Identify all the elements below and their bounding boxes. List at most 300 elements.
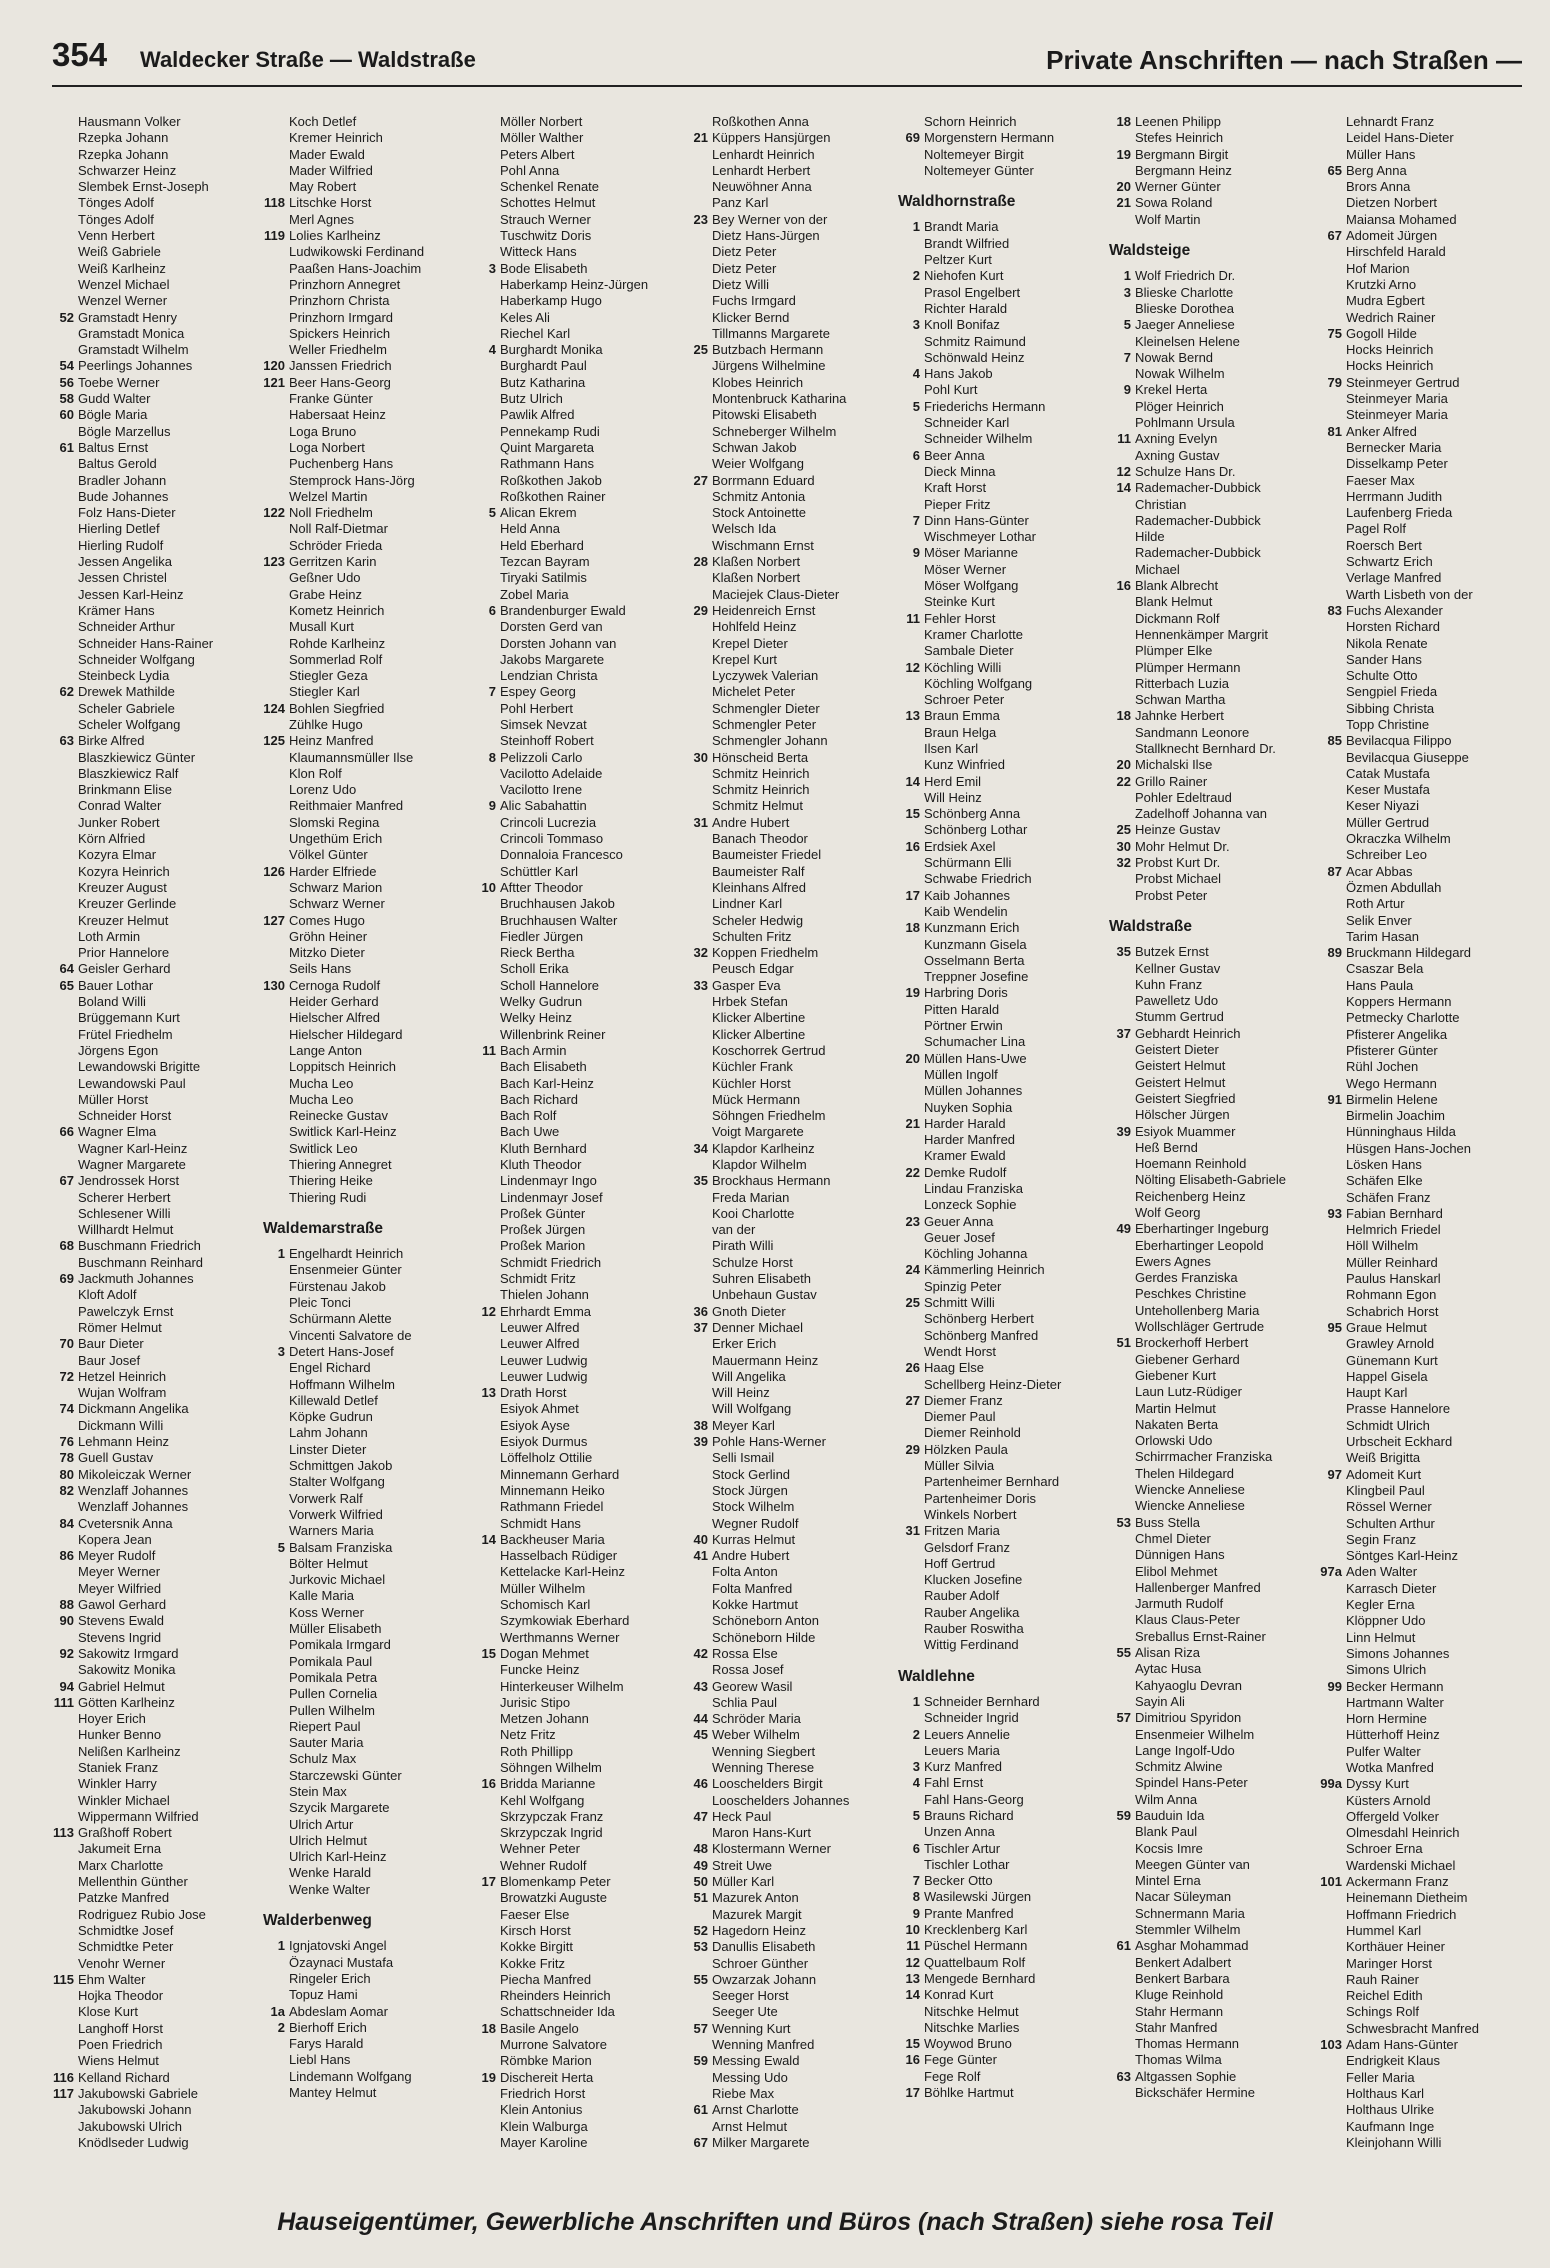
resident-entry bbox=[1320, 1907, 1535, 1923]
resident-entry bbox=[263, 1190, 478, 1206]
resident-entry bbox=[52, 228, 267, 244]
resident-name: Harder Manfred bbox=[924, 1132, 1016, 1148]
resident-entry bbox=[474, 733, 689, 749]
resident-entry bbox=[263, 1157, 478, 1173]
resident-entry bbox=[474, 798, 689, 814]
resident-entry bbox=[474, 440, 689, 456]
resident-entry bbox=[1109, 2020, 1324, 2036]
resident-name: Klein Antonius bbox=[500, 2102, 583, 2118]
resident-entry bbox=[52, 1972, 267, 1988]
resident-entry bbox=[263, 1295, 478, 1311]
resident-name: Untehollenberg Maria bbox=[1135, 1302, 1260, 1318]
resident-entry bbox=[686, 1434, 901, 1450]
resident-entry bbox=[263, 261, 478, 277]
resident-name: Rademacher-Dubbick bbox=[1135, 512, 1261, 528]
resident-entry bbox=[1320, 1141, 1535, 1157]
resident-name: Heider Gerhard bbox=[289, 994, 379, 1010]
resident-entry bbox=[1109, 1596, 1324, 1612]
house-number: 30 bbox=[1116, 838, 1131, 854]
resident-name: Peerlings Johannes bbox=[78, 358, 193, 374]
resident-name: Brüggemann Kurt bbox=[78, 1010, 180, 1026]
resident-name: Bölter Helmut bbox=[289, 1555, 368, 1571]
resident-entry bbox=[898, 676, 1113, 692]
resident-entry bbox=[1320, 212, 1535, 228]
resident-name: Venn Herbert bbox=[78, 228, 155, 244]
resident-entry bbox=[686, 913, 901, 929]
resident-name: Keser Mustafa bbox=[1346, 782, 1430, 798]
resident-name: Owzarzak Johann bbox=[712, 1971, 817, 1987]
resident-entry bbox=[474, 1287, 689, 1303]
resident-entry bbox=[1109, 692, 1324, 708]
resident-entry bbox=[474, 424, 689, 440]
resident-entry bbox=[1320, 1597, 1535, 1613]
resident-entry bbox=[686, 1597, 901, 1613]
house-number: 117 bbox=[53, 2085, 74, 2101]
resident-entry bbox=[1320, 310, 1535, 326]
resident-entry bbox=[686, 1336, 901, 1352]
resident-entry bbox=[52, 750, 267, 766]
resident-name: Meyer Karl bbox=[712, 1417, 775, 1433]
resident-name: Leuwer Ludwig bbox=[500, 1352, 588, 1368]
resident-entry bbox=[1109, 1009, 1324, 1025]
street-heading: Walderbenweg bbox=[263, 1912, 372, 1930]
resident-entry bbox=[1320, 2119, 1535, 2135]
resident-entry bbox=[1109, 1205, 1324, 1221]
resident-name: Schmengler Peter bbox=[712, 716, 817, 732]
resident-entry bbox=[52, 1662, 267, 1678]
resident-name: Stevens Ewald bbox=[78, 1613, 164, 1629]
resident-name: Thomas Wilma bbox=[1135, 2052, 1222, 2068]
resident-entry bbox=[52, 2086, 267, 2102]
resident-entry bbox=[686, 1124, 901, 1140]
resident-entry bbox=[686, 440, 901, 456]
resident-name: Hünninghaus Hilda bbox=[1346, 1124, 1456, 1140]
resident-entry bbox=[474, 1907, 689, 1923]
resident-name: Schulze Hans Dr. bbox=[1135, 463, 1236, 479]
resident-entry bbox=[686, 244, 901, 260]
resident-entry bbox=[52, 179, 267, 195]
resident-entry bbox=[263, 1409, 478, 1425]
resident-entry bbox=[52, 1874, 267, 1890]
resident-entry bbox=[474, 1238, 689, 1254]
resident-name: Rauh Rainer bbox=[1346, 1971, 1419, 1987]
resident-entry bbox=[1109, 1352, 1324, 1368]
resident-name: Maron Hans-Kurt bbox=[712, 1825, 811, 1841]
resident-entry bbox=[1320, 326, 1535, 342]
resident-name: Maringer Horst bbox=[1346, 1955, 1432, 1971]
resident-entry bbox=[1109, 1156, 1324, 1172]
resident-entry bbox=[1109, 961, 1324, 977]
resident-entry bbox=[474, 179, 689, 195]
house-number: 8 bbox=[912, 1889, 920, 1905]
house-number: 5 bbox=[912, 1807, 920, 1823]
resident-entry bbox=[263, 701, 478, 717]
resident-name: Rademacher-Dubbick bbox=[1135, 480, 1261, 496]
resident-entry bbox=[1109, 725, 1324, 741]
resident-entry bbox=[898, 1197, 1113, 1213]
resident-name: Hans Jakob bbox=[924, 366, 993, 382]
house-number: 127 bbox=[263, 912, 285, 928]
resident-entry bbox=[898, 1727, 1113, 1743]
resident-name: Engel Richard bbox=[289, 1360, 371, 1376]
resident-entry bbox=[1109, 497, 1324, 513]
resident-name: Mucha Leo bbox=[289, 1091, 354, 1107]
resident-entry bbox=[1109, 448, 1324, 464]
resident-name: Held Anna bbox=[500, 521, 560, 537]
resident-entry bbox=[52, 1076, 267, 1092]
resident-name: Esiyok Ayse bbox=[500, 1417, 570, 1433]
resident-entry bbox=[898, 1051, 1113, 1067]
house-number: 12 bbox=[481, 1303, 496, 1319]
resident-name: Proßek Günter bbox=[500, 1205, 586, 1221]
house-number: 20 bbox=[1116, 179, 1131, 195]
resident-entry bbox=[686, 1809, 901, 1825]
resident-name: Rossa Else bbox=[712, 1645, 778, 1661]
resident-name: Steinbeck Lydia bbox=[78, 668, 170, 684]
resident-entry bbox=[474, 864, 689, 880]
resident-name: Pomikala Irmgard bbox=[289, 1637, 391, 1653]
resident-name: Günemann Kurt bbox=[1346, 1352, 1438, 1368]
resident-name: Hagedorn Heinz bbox=[712, 1922, 806, 1938]
resident-name: Müllen Hans-Uwe bbox=[924, 1050, 1027, 1066]
resident-name: Bach Karl-Heinz bbox=[500, 1075, 594, 1091]
resident-entry bbox=[898, 660, 1113, 676]
resident-name: Sander Hans bbox=[1346, 651, 1422, 667]
resident-entry bbox=[52, 440, 267, 456]
house-number: 18 bbox=[905, 920, 920, 936]
resident-name: Maciejek Claus-Dieter bbox=[712, 586, 840, 602]
resident-entry bbox=[1320, 1516, 1535, 1532]
resident-name: Schröder Frieda bbox=[289, 537, 383, 553]
resident-name: Erker Erich bbox=[712, 1336, 777, 1352]
resident-name: Kahyaoglu Devran bbox=[1135, 1677, 1242, 1693]
resident-entry bbox=[263, 1540, 478, 1556]
resident-name: Thiering Rudi bbox=[289, 1189, 367, 1205]
house-number: 14 bbox=[481, 1531, 496, 1547]
resident-name: Schmittgen Jakob bbox=[289, 1458, 393, 1474]
resident-entry bbox=[686, 473, 901, 489]
resident-name: Benkert Adalbert bbox=[1135, 1954, 1232, 1970]
resident-name: Scheler Wolfgang bbox=[78, 716, 181, 732]
resident-entry bbox=[898, 317, 1113, 333]
resident-entry bbox=[1320, 179, 1535, 195]
resident-entry bbox=[1320, 424, 1535, 440]
house-number: 67 bbox=[59, 1173, 74, 1189]
resident-name: Graßhoff Robert bbox=[78, 1825, 172, 1841]
resident-entry bbox=[898, 1344, 1113, 1360]
resident-name: Grillo Rainer bbox=[1135, 773, 1208, 789]
resident-name: Netz Fritz bbox=[500, 1727, 556, 1743]
resident-name: Winkler Harry bbox=[78, 1776, 157, 1792]
house-number: 5 bbox=[912, 398, 920, 414]
resident-name: Müller Gertrud bbox=[1346, 814, 1430, 830]
resident-name: Martin Helmut bbox=[1135, 1400, 1216, 1416]
resident-entry bbox=[263, 750, 478, 766]
resident-entry bbox=[1320, 2086, 1535, 2102]
resident-name: Krecklenberg Karl bbox=[924, 1922, 1028, 1938]
resident-entry bbox=[263, 1605, 478, 1621]
resident-entry bbox=[686, 1108, 901, 1124]
resident-name: Backheuser Maria bbox=[500, 1531, 605, 1547]
resident-name: Brandt Maria bbox=[924, 219, 999, 235]
resident-name: Alic Sabahattin bbox=[500, 798, 587, 814]
resident-entry bbox=[52, 1727, 267, 1743]
resident-entry bbox=[52, 701, 267, 717]
resident-name: Schwartz Erich bbox=[1346, 554, 1433, 570]
resident-entry bbox=[1109, 1857, 1324, 1873]
resident-name: Fahl Ernst bbox=[924, 1775, 984, 1791]
resident-entry bbox=[1320, 407, 1535, 423]
resident-entry bbox=[1109, 1319, 1324, 1335]
resident-entry bbox=[898, 692, 1113, 708]
house-number: 56 bbox=[59, 374, 74, 390]
resident-entry bbox=[1320, 1581, 1535, 1597]
resident-name: Vacilotto Irene bbox=[500, 782, 583, 798]
resident-name: Pennekamp Rudi bbox=[500, 423, 600, 439]
house-number: 25 bbox=[1116, 822, 1131, 838]
resident-name: Welky Heinz bbox=[500, 1010, 573, 1026]
resident-name: Horsten Richard bbox=[1346, 619, 1440, 635]
directory-column-3 bbox=[474, 114, 689, 2151]
resident-entry bbox=[1109, 855, 1324, 871]
resident-entry bbox=[263, 1865, 478, 1881]
resident-name: Schönwald Heinz bbox=[924, 349, 1025, 365]
resident-name: Pelizzoli Carlo bbox=[500, 749, 583, 765]
resident-name: Basile Angelo bbox=[500, 2020, 579, 2036]
house-number: 42 bbox=[693, 1645, 708, 1661]
resident-entry bbox=[686, 407, 901, 423]
resident-entry bbox=[686, 521, 901, 537]
resident-name: Mengede Bernhard bbox=[924, 1970, 1036, 1986]
resident-entry bbox=[52, 1679, 267, 1695]
resident-entry bbox=[686, 636, 901, 652]
resident-entry bbox=[1109, 130, 1324, 146]
resident-entry bbox=[263, 1425, 478, 1441]
resident-entry bbox=[474, 1581, 689, 1597]
resident-name: Klostermann Werner bbox=[712, 1841, 831, 1857]
resident-name: Klicker Albertine bbox=[712, 1026, 806, 1042]
resident-name: Jahnke Herbert bbox=[1135, 708, 1224, 724]
resident-name: Cernoga Rudolf bbox=[289, 977, 381, 993]
resident-entry bbox=[1109, 1938, 1324, 1954]
resident-name: Rzepka Johann bbox=[78, 146, 169, 162]
resident-entry bbox=[474, 831, 689, 847]
resident-entry bbox=[686, 570, 901, 586]
resident-entry bbox=[686, 1662, 901, 1678]
resident-name: Arnst Helmut bbox=[712, 2118, 788, 2134]
resident-name: Simons Ulrich bbox=[1346, 1662, 1427, 1678]
resident-name: Klapdor Karlheinz bbox=[712, 1140, 815, 1156]
resident-name: Prinzhorn Christa bbox=[289, 293, 390, 309]
resident-entry bbox=[474, 1450, 689, 1466]
resident-entry bbox=[474, 1841, 689, 1857]
resident-entry bbox=[686, 1157, 901, 1173]
resident-name: Demke Rudolf bbox=[924, 1164, 1007, 1180]
resident-entry bbox=[898, 1889, 1113, 1905]
house-number: 11 bbox=[906, 610, 920, 626]
resident-name: Pawlik Alfred bbox=[500, 407, 575, 423]
house-number: 61 bbox=[59, 439, 74, 455]
resident-entry bbox=[263, 163, 478, 179]
resident-name: Heinz Manfred bbox=[289, 733, 374, 749]
resident-name: Faeser Else bbox=[500, 1906, 570, 1922]
resident-entry bbox=[1320, 798, 1535, 814]
resident-entry bbox=[474, 244, 689, 260]
house-number: 27 bbox=[693, 472, 708, 488]
resident-entry bbox=[474, 1613, 689, 1629]
resident-entry bbox=[1109, 195, 1324, 211]
resident-name: Bruckmann Hildegard bbox=[1346, 945, 1472, 961]
house-number: 51 bbox=[693, 1890, 708, 1906]
resident-entry bbox=[1320, 2004, 1535, 2020]
resident-entry bbox=[1320, 831, 1535, 847]
resident-entry bbox=[263, 244, 478, 260]
resident-name: Schürmann Alette bbox=[289, 1311, 392, 1327]
house-number: 37 bbox=[1116, 1025, 1131, 1041]
house-number: 14 bbox=[905, 773, 920, 789]
resident-name: Möser Wolfgang bbox=[924, 578, 1019, 594]
resident-name: Harder Elfriede bbox=[289, 863, 377, 879]
resident-entry bbox=[1320, 1190, 1535, 1206]
resident-name: Ackermann Franz bbox=[1346, 1874, 1449, 1890]
resident-name: Heinze Gustav bbox=[1135, 822, 1221, 838]
resident-entry bbox=[52, 147, 267, 163]
resident-name: Küsters Arnold bbox=[1346, 1792, 1431, 1808]
resident-entry bbox=[686, 261, 901, 277]
house-number: 61 bbox=[1116, 1938, 1131, 1954]
resident-name: Brinkmann Elise bbox=[78, 782, 172, 798]
resident-name: Lendzian Christa bbox=[500, 668, 598, 684]
resident-entry bbox=[898, 904, 1113, 920]
resident-name: Andre Hubert bbox=[712, 1548, 790, 1564]
resident-name: Fürstenau Jakob bbox=[289, 1278, 386, 1294]
resident-name: Held Eberhard bbox=[500, 537, 584, 553]
resident-name: Schneberger Wilhelm bbox=[712, 423, 837, 439]
resident-name: Bach Armin bbox=[500, 1042, 567, 1058]
directory-column-1 bbox=[52, 114, 267, 2151]
resident-entry bbox=[1109, 1384, 1324, 1400]
house-number: 67 bbox=[693, 2134, 708, 2150]
resident-entry bbox=[52, 326, 267, 342]
resident-name: Geistert Helmut bbox=[1135, 1074, 1226, 1090]
resident-name: Wenning Therese bbox=[712, 1759, 815, 1775]
resident-entry bbox=[1320, 1744, 1535, 1760]
resident-entry bbox=[263, 1491, 478, 1507]
resident-entry bbox=[686, 554, 901, 570]
resident-name: Unbehaun Gustav bbox=[712, 1287, 817, 1303]
resident-name: Simsek Nevzat bbox=[500, 716, 587, 732]
resident-name: Skrzypczak Ingrid bbox=[500, 1825, 603, 1841]
resident-entry bbox=[898, 1808, 1113, 1824]
resident-entry bbox=[474, 880, 689, 896]
resident-name: Mazurek Anton bbox=[712, 1890, 799, 1906]
resident-name: Kometz Heinrich bbox=[289, 602, 385, 618]
resident-entry bbox=[52, 864, 267, 880]
resident-entry bbox=[898, 130, 1113, 146]
resident-entry bbox=[898, 285, 1113, 301]
resident-entry bbox=[898, 1377, 1113, 1393]
page-right-title: Private Anschriften — nach Straßen — bbox=[1046, 45, 1522, 75]
resident-name: Schürmann Elli bbox=[924, 855, 1012, 871]
resident-name: Burghardt Monika bbox=[500, 342, 603, 358]
resident-entry bbox=[1109, 399, 1324, 415]
resident-name: Hocks Heinrich bbox=[1346, 358, 1434, 374]
resident-entry bbox=[52, 538, 267, 554]
resident-name: Asghar Mohammad bbox=[1135, 1938, 1249, 1954]
resident-entry bbox=[686, 717, 901, 733]
resident-name: Disselkamp Peter bbox=[1346, 456, 1448, 472]
resident-entry bbox=[1109, 1873, 1324, 1889]
resident-name: Gramstadt Henry bbox=[78, 309, 177, 325]
resident-entry bbox=[474, 1173, 689, 1189]
resident-name: Minnemann Gerhard bbox=[500, 1466, 620, 1482]
resident-entry bbox=[686, 147, 901, 163]
resident-name: Kokke Fritz bbox=[500, 1955, 566, 1971]
resident-name: Quattelbaum Rolf bbox=[924, 1954, 1026, 1970]
resident-name: Schomisch Karl bbox=[500, 1597, 591, 1613]
resident-entry bbox=[898, 1002, 1113, 1018]
resident-entry bbox=[263, 864, 478, 880]
resident-name: Blank Helmut bbox=[1135, 594, 1213, 610]
resident-name: Klapdor Wilhelm bbox=[712, 1157, 807, 1172]
resident-entry bbox=[52, 945, 267, 961]
resident-name: Lewandowski Brigitte bbox=[78, 1059, 201, 1075]
resident-name: Csaszar Bela bbox=[1346, 961, 1424, 977]
resident-name: Wasilewski Jürgen bbox=[924, 1889, 1032, 1905]
resident-name: Pfisterer Günter bbox=[1346, 1042, 1438, 1058]
house-number: 4 bbox=[912, 1775, 920, 1791]
house-number: 12 bbox=[905, 659, 920, 675]
resident-name: Schüttler Karl bbox=[500, 863, 579, 879]
house-number: 93 bbox=[1327, 1205, 1342, 1221]
house-number: 39 bbox=[693, 1434, 708, 1450]
resident-name: Ignjatovski Angel bbox=[289, 1938, 387, 1954]
house-number: 115 bbox=[53, 1971, 74, 1987]
resident-entry bbox=[263, 668, 478, 684]
resident-name: Thielen Johann bbox=[500, 1287, 589, 1303]
resident-entry bbox=[1320, 293, 1535, 309]
resident-entry bbox=[686, 1304, 901, 1320]
resident-entry bbox=[1109, 708, 1324, 724]
resident-name: Baumeister Friedel bbox=[712, 847, 822, 863]
house-number: 7 bbox=[912, 512, 920, 528]
house-number: 40 bbox=[693, 1531, 708, 1547]
resident-name: Borrmann Eduard bbox=[712, 472, 815, 488]
resident-name: Sowa Roland bbox=[1135, 195, 1213, 211]
resident-entry bbox=[898, 1588, 1113, 1604]
resident-name: Fehler Horst bbox=[924, 610, 996, 626]
resident-entry bbox=[52, 1287, 267, 1303]
resident-entry bbox=[898, 1458, 1113, 1474]
resident-entry bbox=[52, 244, 267, 260]
resident-entry bbox=[263, 1621, 478, 1637]
resident-entry bbox=[686, 1287, 901, 1303]
resident-name: Loga Norbert bbox=[289, 439, 365, 455]
house-number: 57 bbox=[693, 2020, 708, 2036]
resident-name: Lewandowski Paul bbox=[78, 1075, 186, 1091]
resident-entry bbox=[686, 424, 901, 440]
resident-name: Gogoll Hilde bbox=[1346, 325, 1417, 341]
resident-name: Kirsch Horst bbox=[500, 1922, 571, 1938]
resident-name: Messing Ewald bbox=[712, 2053, 800, 2069]
resident-name: Kreuzer Helmut bbox=[78, 912, 169, 928]
house-number: 69 bbox=[905, 130, 920, 146]
resident-name: Adam Hans-Günter bbox=[1346, 2037, 1458, 2053]
resident-entry bbox=[1320, 1679, 1535, 1695]
resident-entry bbox=[263, 505, 478, 521]
resident-entry bbox=[474, 1255, 689, 1271]
house-number: 34 bbox=[693, 1140, 708, 1156]
